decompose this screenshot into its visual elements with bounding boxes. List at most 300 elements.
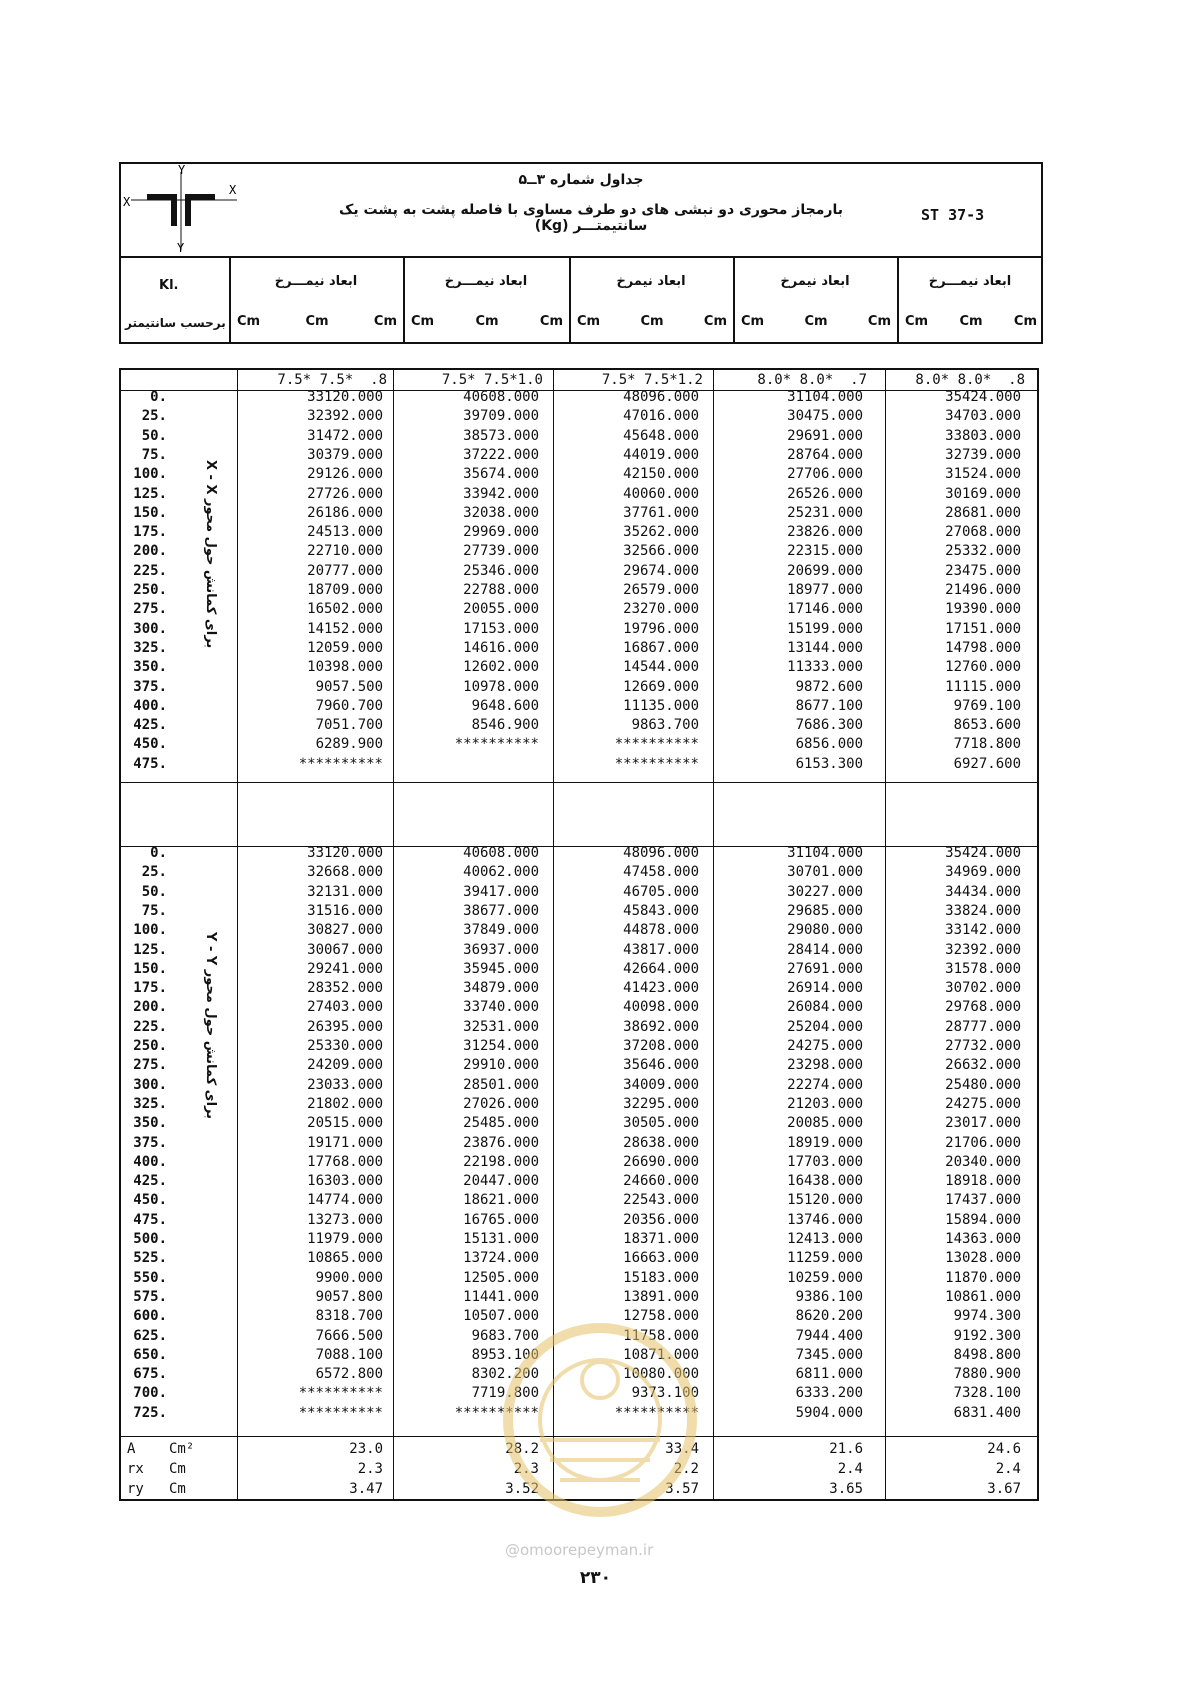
load-value: 14798.000 <box>945 639 1021 656</box>
property-value: 21.6 <box>829 1441 863 1457</box>
load-value: 23475.000 <box>945 562 1021 579</box>
watermark-seal-icon <box>500 1310 700 1550</box>
load-value: 31578.000 <box>945 960 1021 977</box>
kl-value: 325. <box>133 639 167 656</box>
load-value: 12505.000 <box>463 1269 539 1286</box>
property-value: 3.47 <box>349 1481 383 1497</box>
section-column-header <box>229 256 403 344</box>
load-value: 18919.000 <box>787 1134 863 1151</box>
kl-value: 425. <box>133 1173 167 1190</box>
load-value: 7686.300 <box>795 717 863 734</box>
load-value: 7944.400 <box>795 1327 863 1344</box>
load-value: 17703.000 <box>787 1153 863 1170</box>
load-value: 44019.000 <box>623 446 699 463</box>
load-value: 25330.000 <box>307 1038 383 1054</box>
double-angle-section-icon <box>125 164 245 254</box>
load-value: 30169.000 <box>945 485 1021 502</box>
unit-label: Cm <box>640 314 664 329</box>
table-title: جداول شماره ۳ــ۵ <box>518 172 644 188</box>
load-value: 26914.000 <box>787 980 863 997</box>
load-value: 6856.000 <box>795 736 863 753</box>
load-value: 32295.000 <box>623 1095 699 1112</box>
load-value: 32566.000 <box>623 543 699 560</box>
load-value: 22543.000 <box>623 1192 699 1209</box>
load-value: 26690.000 <box>623 1153 699 1170</box>
unit-label: Cm <box>539 314 563 329</box>
load-value: 7666.500 <box>315 1327 383 1344</box>
kl-column-header <box>121 256 229 344</box>
kl-value: 175. <box>133 980 167 997</box>
load-value: ********** <box>298 1404 383 1421</box>
section-column-header <box>403 256 569 344</box>
property-unit: Cm² <box>169 1441 195 1457</box>
load-value: 20447.000 <box>463 1173 539 1190</box>
load-value: 20699.000 <box>787 562 863 579</box>
kl-value: 725. <box>133 1404 167 1421</box>
load-value: 34009.000 <box>623 1076 699 1093</box>
load-value: 30379.000 <box>307 446 383 463</box>
kl-value: 550. <box>133 1269 167 1286</box>
kl-label: Kl. <box>159 278 179 293</box>
dimension-label: ابعاد نیمـــرخ <box>444 274 528 289</box>
xx-axis-label: برای کمانش حول محور X - X <box>203 460 218 649</box>
load-value: 11979.000 <box>307 1231 383 1247</box>
load-value: 29674.000 <box>623 562 699 579</box>
load-value: 5904.000 <box>795 1404 863 1421</box>
kl-value: 450. <box>133 736 167 753</box>
section-size-label: 7.5* 7.5* .8 <box>277 372 387 388</box>
load-value: 26526.000 <box>787 485 863 502</box>
load-value: 6811.000 <box>795 1366 863 1383</box>
property-value: 28.2 <box>505 1441 539 1457</box>
load-value: 24275.000 <box>945 1095 1021 1112</box>
load-value: 9057.800 <box>315 1288 383 1305</box>
load-value: 34703.000 <box>945 408 1021 425</box>
kl-value: 250. <box>133 582 167 598</box>
load-value: 45648.000 <box>623 427 699 444</box>
load-value: 8546.900 <box>471 717 539 734</box>
kl-value: 75. <box>141 902 167 919</box>
load-value: 31524.000 <box>945 466 1021 483</box>
load-value: 25346.000 <box>463 562 539 579</box>
load-value: 33824.000 <box>945 902 1021 919</box>
unit-label: Cm <box>905 314 929 329</box>
load-value: 40062.000 <box>463 864 539 881</box>
load-value: 29969.000 <box>463 524 539 541</box>
load-value: 29685.000 <box>787 902 863 919</box>
property-value: 2.4 <box>995 1461 1021 1477</box>
dimension-label: ابعاد نیمرخ <box>780 274 850 289</box>
page-number: ۲۳۰ <box>579 1568 612 1588</box>
load-value: 26084.000 <box>787 999 863 1016</box>
kl-value: 150. <box>133 504 167 521</box>
kl-value: 700. <box>133 1385 167 1402</box>
property-value: 3.57 <box>665 1481 699 1497</box>
load-value: 34434.000 <box>945 883 1021 900</box>
load-value: 25485.000 <box>463 1115 539 1132</box>
load-value: 15183.000 <box>623 1269 699 1286</box>
load-value: 39417.000 <box>463 883 539 900</box>
load-value: 32038.000 <box>463 504 539 521</box>
property-label: rx <box>127 1461 144 1477</box>
load-value: 7345.000 <box>795 1346 863 1363</box>
load-value: 47458.000 <box>623 864 699 881</box>
kl-value: 225. <box>133 562 167 579</box>
load-value: 16303.000 <box>307 1173 383 1190</box>
load-value: 22274.000 <box>787 1076 863 1093</box>
load-value: 30827.000 <box>307 922 383 939</box>
unit-label: Cm <box>475 314 499 329</box>
load-value: 15120.000 <box>787 1192 863 1209</box>
load-value: 32531.000 <box>463 1018 539 1035</box>
load-value: 25204.000 <box>787 1018 863 1035</box>
kl-value: 100. <box>133 466 167 483</box>
load-value: 44878.000 <box>623 922 699 939</box>
load-value: 12602.000 <box>463 659 539 676</box>
load-value: 9057.500 <box>315 678 383 695</box>
load-value: 13724.000 <box>463 1250 539 1267</box>
unit-label: Cm <box>867 314 891 329</box>
load-value: 17146.000 <box>787 601 863 618</box>
load-value: 33740.000 <box>463 999 539 1016</box>
load-value: 23033.000 <box>307 1076 383 1093</box>
load-value: 10865.000 <box>307 1250 383 1267</box>
load-value: 21203.000 <box>787 1095 863 1112</box>
section-size-label: 7.5* 7.5*1.2 <box>601 372 703 388</box>
load-value: 7719.800 <box>471 1385 539 1402</box>
load-value: 37849.000 <box>463 922 539 939</box>
load-value: 22710.000 <box>307 543 383 560</box>
table-header <box>119 162 1043 344</box>
load-value: 20515.000 <box>307 1115 383 1132</box>
load-value: 8653.600 <box>953 717 1021 734</box>
load-value: 28777.000 <box>945 1018 1021 1035</box>
load-value: 8498.800 <box>953 1346 1021 1363</box>
load-value: 27026.000 <box>463 1095 539 1112</box>
kl-value: 600. <box>133 1308 167 1325</box>
load-value: 48096.000 <box>623 845 699 861</box>
load-value: 27691.000 <box>787 960 863 977</box>
load-value: 32668.000 <box>307 864 383 881</box>
unit-label: Cm <box>959 314 983 329</box>
load-value: 30475.000 <box>787 408 863 425</box>
load-value: 7088.100 <box>315 1346 383 1363</box>
load-value: ********** <box>298 755 383 772</box>
load-value: 6333.200 <box>795 1385 863 1402</box>
section-column-header <box>569 256 733 344</box>
load-value: 27706.000 <box>787 466 863 483</box>
load-value: 18371.000 <box>623 1231 699 1247</box>
load-value: 6572.800 <box>315 1366 383 1383</box>
load-value: 10398.000 <box>307 659 383 676</box>
load-value: 48096.000 <box>623 389 699 405</box>
kl-value: 25. <box>141 864 167 881</box>
yy-axis-label: برای کمانش حول محور Y - Y <box>203 932 218 1119</box>
unit-label: Cm <box>577 314 601 329</box>
unit-label: Cm <box>305 314 329 329</box>
property-value: 24.6 <box>987 1441 1021 1457</box>
kl-value: 150. <box>133 960 167 977</box>
kl-value: 175. <box>133 524 167 541</box>
load-value: 15894.000 <box>945 1211 1021 1228</box>
load-value: 6153.300 <box>795 755 863 772</box>
load-value: 27403.000 <box>307 999 383 1016</box>
kl-value: 350. <box>133 659 167 676</box>
load-value: ********** <box>614 1404 699 1421</box>
kl-value: 375. <box>133 678 167 695</box>
load-value: 6927.600 <box>953 755 1021 772</box>
property-label: A <box>127 1441 136 1457</box>
kl-value: 575. <box>133 1288 167 1305</box>
load-value: 19796.000 <box>623 620 699 637</box>
kl-value: 400. <box>133 1153 167 1170</box>
axis-x-left-label: X <box>123 195 131 209</box>
kl-value: 225. <box>133 1018 167 1035</box>
property-value: 2.4 <box>837 1461 863 1477</box>
section-size-label: 8.0* 8.0* .8 <box>915 372 1025 388</box>
kl-value: 375. <box>133 1134 167 1151</box>
load-value: 14616.000 <box>463 639 539 656</box>
watermark-text: @omoorepeyman.ir <box>505 1541 654 1559</box>
table-subtitle: بارمجاز محوری دو نبشی های دو طرف مساوی با فاصله پشت به پشت یک سانتیمتـــر (Kg) <box>339 202 843 234</box>
kl-value: 525. <box>133 1250 167 1267</box>
property-value: 2.3 <box>513 1461 539 1477</box>
load-value: ********** <box>298 1385 383 1402</box>
load-value: 35424.000 <box>945 389 1021 405</box>
load-value: 27739.000 <box>463 543 539 560</box>
load-value: 28501.000 <box>463 1076 539 1093</box>
load-value: 35424.000 <box>945 845 1021 861</box>
load-value: 20085.000 <box>787 1115 863 1132</box>
load-value: 7718.800 <box>953 736 1021 753</box>
load-value: 22198.000 <box>463 1153 539 1170</box>
load-value: 9900.000 <box>315 1269 383 1286</box>
load-value: 7051.700 <box>315 717 383 734</box>
load-value: 23270.000 <box>623 601 699 618</box>
kl-value: 275. <box>133 601 167 618</box>
load-value: 11441.000 <box>463 1288 539 1305</box>
unit-label: Cm <box>1013 314 1037 329</box>
load-value: 30702.000 <box>945 980 1021 997</box>
unit-label: Cm <box>741 314 765 329</box>
load-value: 32392.000 <box>307 408 383 425</box>
dimension-label: ابعاد نیمـــرخ <box>928 274 1012 289</box>
load-value: 33942.000 <box>463 485 539 502</box>
load-value: 40608.000 <box>463 845 539 861</box>
load-value: 13746.000 <box>787 1211 863 1228</box>
load-value: 6831.400 <box>953 1404 1021 1421</box>
kl-value: 400. <box>133 697 167 714</box>
property-label: ry <box>127 1481 144 1497</box>
load-value: 11333.000 <box>787 659 863 676</box>
load-value: 26395.000 <box>307 1018 383 1035</box>
kl-value: 425. <box>133 717 167 734</box>
load-value: 8620.200 <box>795 1308 863 1325</box>
load-value: 28414.000 <box>787 941 863 958</box>
load-value: 39709.000 <box>463 408 539 425</box>
load-value: 27732.000 <box>945 1038 1021 1054</box>
load-value: 7880.900 <box>953 1366 1021 1383</box>
axis-x-right-label: X <box>229 183 237 197</box>
load-value: 16438.000 <box>787 1173 863 1190</box>
load-value: 30227.000 <box>787 883 863 900</box>
load-value: 8302.200 <box>471 1366 539 1383</box>
load-value: 14544.000 <box>623 659 699 676</box>
load-value: 12413.000 <box>787 1231 863 1247</box>
load-value: 13273.000 <box>307 1211 383 1228</box>
kl-value: 450. <box>133 1192 167 1209</box>
load-value: 17151.000 <box>945 620 1021 637</box>
load-value: 29126.000 <box>307 466 383 483</box>
load-value: 14774.000 <box>307 1192 383 1209</box>
axis-y-top-label: Y <box>178 163 186 177</box>
load-value: ********** <box>454 736 539 753</box>
load-value: 9386.100 <box>795 1288 863 1305</box>
load-value: 9974.300 <box>953 1308 1021 1325</box>
load-value: 8318.700 <box>315 1308 383 1325</box>
kl-value: 75. <box>141 446 167 463</box>
load-value: 33120.000 <box>307 845 383 861</box>
load-value: 33142.000 <box>945 922 1021 939</box>
load-value: 29080.000 <box>787 922 863 939</box>
load-value: 32739.000 <box>945 446 1021 463</box>
load-value: 31254.000 <box>463 1038 539 1054</box>
property-value: 3.67 <box>987 1481 1021 1497</box>
load-value: 33803.000 <box>945 427 1021 444</box>
load-value: ********** <box>614 755 699 772</box>
load-value: 28681.000 <box>945 504 1021 521</box>
load-value: 7960.700 <box>315 697 383 714</box>
load-value: 15131.000 <box>463 1231 539 1247</box>
load-value: 18918.000 <box>945 1173 1021 1190</box>
load-value: 34879.000 <box>463 980 539 997</box>
load-value: 31104.000 <box>787 389 863 405</box>
load-value: 22315.000 <box>787 543 863 560</box>
load-value: 28764.000 <box>787 446 863 463</box>
load-value: 36937.000 <box>463 941 539 958</box>
load-value: 29768.000 <box>945 999 1021 1016</box>
load-value: 12059.000 <box>307 639 383 656</box>
load-value: 10259.000 <box>787 1269 863 1286</box>
kl-value: 275. <box>133 1057 167 1074</box>
load-value: 26632.000 <box>945 1057 1021 1074</box>
load-value: 9192.300 <box>953 1327 1021 1344</box>
unit-label: Cm <box>804 314 828 329</box>
kl-unit-label: برحسب سانتیمتر <box>125 316 226 330</box>
load-value: 43817.000 <box>623 941 699 958</box>
load-value: 31104.000 <box>787 845 863 861</box>
load-value: 21706.000 <box>945 1134 1021 1151</box>
unit-label: Cm <box>237 314 261 329</box>
kl-value: 125. <box>133 485 167 502</box>
kl-value: 350. <box>133 1115 167 1132</box>
load-value: 12760.000 <box>945 659 1021 676</box>
load-value: 26186.000 <box>307 504 383 521</box>
load-value: 11115.000 <box>945 678 1021 695</box>
load-value: 47016.000 <box>623 408 699 425</box>
load-value: 17153.000 <box>463 620 539 637</box>
load-value: 10861.000 <box>945 1288 1021 1305</box>
unit-label: Cm <box>703 314 727 329</box>
load-value: 10507.000 <box>463 1308 539 1325</box>
kl-value: 300. <box>133 1076 167 1093</box>
load-value: 27068.000 <box>945 524 1021 541</box>
load-value: 9683.700 <box>471 1327 539 1344</box>
load-value: 26579.000 <box>623 582 699 598</box>
load-value: 22788.000 <box>463 582 539 598</box>
load-value: 23826.000 <box>787 524 863 541</box>
kl-value: 475. <box>133 755 167 772</box>
load-value: 45843.000 <box>623 902 699 919</box>
load-value: 14152.000 <box>307 620 383 637</box>
kl-value: 500. <box>133 1231 167 1247</box>
kl-value: 325. <box>133 1095 167 1112</box>
kl-value: 0. <box>150 389 167 405</box>
property-value: 33.4 <box>665 1441 699 1457</box>
property-value: 2.3 <box>357 1461 383 1477</box>
dimension-label: ابعاد نیمـــرخ <box>274 274 358 289</box>
load-value: 19171.000 <box>307 1134 383 1151</box>
load-value: ********** <box>614 736 699 753</box>
load-value: 17437.000 <box>945 1192 1021 1209</box>
load-value: 23017.000 <box>945 1115 1021 1132</box>
kl-value: 625. <box>133 1327 167 1344</box>
kl-value: 650. <box>133 1346 167 1363</box>
section-column-header <box>733 256 897 344</box>
load-value: 29241.000 <box>307 960 383 977</box>
load-value: 14363.000 <box>945 1231 1021 1247</box>
load-value: 8677.100 <box>795 697 863 714</box>
section-column-header <box>897 256 1043 344</box>
kl-value: 200. <box>133 999 167 1016</box>
load-value: 35945.000 <box>463 960 539 977</box>
property-value: 3.65 <box>829 1481 863 1497</box>
kl-value: 125. <box>133 941 167 958</box>
load-value: 10978.000 <box>463 678 539 695</box>
load-value: 19390.000 <box>945 601 1021 618</box>
kl-value: 300. <box>133 620 167 637</box>
load-value: 18977.000 <box>787 582 863 598</box>
load-value: 37222.000 <box>463 446 539 463</box>
load-value: 38692.000 <box>623 1018 699 1035</box>
axis-y-bottom-label: Y <box>177 241 185 255</box>
property-value: 2.2 <box>673 1461 699 1477</box>
load-value: 23876.000 <box>463 1134 539 1151</box>
kl-value: 50. <box>141 883 167 900</box>
load-value: 37208.000 <box>623 1038 699 1054</box>
load-value: 25332.000 <box>945 543 1021 560</box>
section-size-label: 8.0* 8.0* .7 <box>757 372 867 388</box>
load-value: 16502.000 <box>307 601 383 618</box>
load-value: 35262.000 <box>623 524 699 541</box>
load-value: 15199.000 <box>787 620 863 637</box>
load-value: 13028.000 <box>945 1250 1021 1267</box>
load-value: 16663.000 <box>623 1250 699 1267</box>
load-value: 18621.000 <box>463 1192 539 1209</box>
load-value: 21496.000 <box>945 582 1021 598</box>
load-value: 38677.000 <box>463 902 539 919</box>
load-value: 46705.000 <box>623 883 699 900</box>
kl-value: 250. <box>133 1038 167 1054</box>
load-value: 32392.000 <box>945 941 1021 958</box>
load-value: 10080.000 <box>623 1366 699 1383</box>
kl-value: 475. <box>133 1211 167 1228</box>
load-value: 11135.000 <box>623 697 699 714</box>
load-value: 27726.000 <box>307 485 383 502</box>
load-value: 40608.000 <box>463 389 539 405</box>
load-value: 9373.100 <box>631 1385 699 1402</box>
load-value: 9863.700 <box>631 717 699 734</box>
